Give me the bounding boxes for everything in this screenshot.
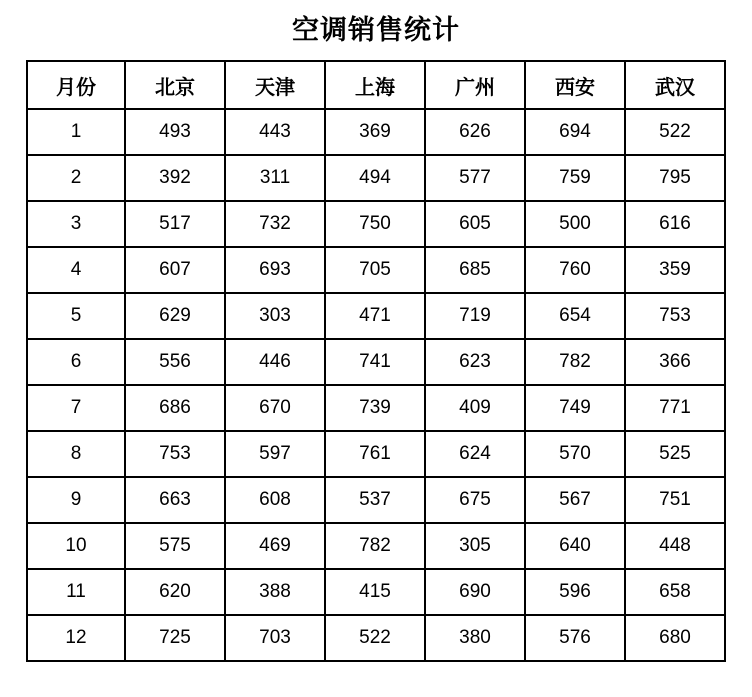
cell-wuhan: 771 xyxy=(625,385,725,431)
cell-tianjin: 597 xyxy=(225,431,325,477)
cell-beijing: 629 xyxy=(125,293,225,339)
cell-guangzhou: 719 xyxy=(425,293,525,339)
cell-guangzhou: 577 xyxy=(425,155,525,201)
cell-guangzhou: 685 xyxy=(425,247,525,293)
cell-xian: 760 xyxy=(525,247,625,293)
table-row xyxy=(27,569,725,615)
cell-shanghai: 471 xyxy=(325,293,425,339)
table-row xyxy=(27,109,725,155)
cell-xian: 640 xyxy=(525,523,625,569)
cell-month: 8 xyxy=(27,431,125,477)
cell-shanghai: 522 xyxy=(325,615,425,661)
table-row xyxy=(27,201,725,247)
cell-xian: 570 xyxy=(525,431,625,477)
cell-shanghai: 782 xyxy=(325,523,425,569)
cell-tianjin: 703 xyxy=(225,615,325,661)
cell-wuhan: 680 xyxy=(625,615,725,661)
column-header-shanghai: 上海 xyxy=(325,61,425,109)
table-row xyxy=(27,247,725,293)
cell-xian: 782 xyxy=(525,339,625,385)
cell-xian: 694 xyxy=(525,109,625,155)
cell-xian: 759 xyxy=(525,155,625,201)
cell-tianjin: 388 xyxy=(225,569,325,615)
cell-beijing: 607 xyxy=(125,247,225,293)
cell-shanghai: 741 xyxy=(325,339,425,385)
cell-beijing: 575 xyxy=(125,523,225,569)
table-row xyxy=(27,293,725,339)
cell-month: 1 xyxy=(27,109,125,155)
cell-xian: 596 xyxy=(525,569,625,615)
cell-wuhan: 522 xyxy=(625,109,725,155)
cell-shanghai: 750 xyxy=(325,201,425,247)
cell-beijing: 493 xyxy=(125,109,225,155)
cell-wuhan: 359 xyxy=(625,247,725,293)
table-row xyxy=(27,615,725,661)
cell-beijing: 620 xyxy=(125,569,225,615)
cell-month: 10 xyxy=(27,523,125,569)
table-row xyxy=(27,339,725,385)
cell-xian: 576 xyxy=(525,615,625,661)
cell-guangzhou: 409 xyxy=(425,385,525,431)
cell-beijing: 686 xyxy=(125,385,225,431)
cell-xian: 567 xyxy=(525,477,625,523)
cell-tianjin: 732 xyxy=(225,201,325,247)
cell-guangzhou: 623 xyxy=(425,339,525,385)
page-title: 空调销售统计 xyxy=(292,15,460,45)
cell-month: 12 xyxy=(27,615,125,661)
table-row xyxy=(27,431,725,477)
cell-guangzhou: 605 xyxy=(425,201,525,247)
column-header-guangzhou: 广州 xyxy=(425,61,525,109)
cell-tianjin: 670 xyxy=(225,385,325,431)
cell-month: 9 xyxy=(27,477,125,523)
cell-xian: 654 xyxy=(525,293,625,339)
cell-guangzhou: 380 xyxy=(425,615,525,661)
cell-wuhan: 751 xyxy=(625,477,725,523)
cell-month: 3 xyxy=(27,201,125,247)
cell-guangzhou: 675 xyxy=(425,477,525,523)
table-row xyxy=(27,155,725,201)
cell-wuhan: 795 xyxy=(625,155,725,201)
cell-tianjin: 446 xyxy=(225,339,325,385)
cell-xian: 749 xyxy=(525,385,625,431)
cell-tianjin: 469 xyxy=(225,523,325,569)
cell-shanghai: 415 xyxy=(325,569,425,615)
column-header-month: 月份 xyxy=(27,61,125,109)
column-header-xian: 西安 xyxy=(525,61,625,109)
cell-wuhan: 616 xyxy=(625,201,725,247)
cell-tianjin: 303 xyxy=(225,293,325,339)
cell-guangzhou: 624 xyxy=(425,431,525,477)
cell-month: 2 xyxy=(27,155,125,201)
cell-tianjin: 311 xyxy=(225,155,325,201)
cell-shanghai: 494 xyxy=(325,155,425,201)
cell-tianjin: 608 xyxy=(225,477,325,523)
cell-month: 11 xyxy=(27,569,125,615)
cell-month: 7 xyxy=(27,385,125,431)
cell-month: 5 xyxy=(27,293,125,339)
cell-wuhan: 366 xyxy=(625,339,725,385)
cell-shanghai: 705 xyxy=(325,247,425,293)
cell-month: 4 xyxy=(27,247,125,293)
table-row xyxy=(27,385,725,431)
cell-beijing: 725 xyxy=(125,615,225,661)
cell-wuhan: 658 xyxy=(625,569,725,615)
table-container xyxy=(0,60,752,662)
sales-table xyxy=(26,60,726,662)
cell-wuhan: 448 xyxy=(625,523,725,569)
table-header xyxy=(27,61,725,109)
cell-beijing: 556 xyxy=(125,339,225,385)
cell-beijing: 517 xyxy=(125,201,225,247)
cell-beijing: 753 xyxy=(125,431,225,477)
cell-month: 6 xyxy=(27,339,125,385)
cell-wuhan: 753 xyxy=(625,293,725,339)
cell-shanghai: 761 xyxy=(325,431,425,477)
table-row xyxy=(27,523,725,569)
column-header-beijing: 北京 xyxy=(125,61,225,109)
cell-wuhan: 525 xyxy=(625,431,725,477)
table-body xyxy=(27,109,725,661)
cell-beijing: 663 xyxy=(125,477,225,523)
cell-guangzhou: 690 xyxy=(425,569,525,615)
table-header-row xyxy=(27,61,725,109)
cell-tianjin: 693 xyxy=(225,247,325,293)
cell-xian: 500 xyxy=(525,201,625,247)
cell-guangzhou: 305 xyxy=(425,523,525,569)
cell-shanghai: 739 xyxy=(325,385,425,431)
cell-tianjin: 443 xyxy=(225,109,325,155)
table-row xyxy=(27,477,725,523)
column-header-tianjin: 天津 xyxy=(225,61,325,109)
cell-shanghai: 369 xyxy=(325,109,425,155)
cell-beijing: 392 xyxy=(125,155,225,201)
cell-shanghai: 537 xyxy=(325,477,425,523)
cell-guangzhou: 626 xyxy=(425,109,525,155)
column-header-wuhan: 武汉 xyxy=(625,61,725,109)
